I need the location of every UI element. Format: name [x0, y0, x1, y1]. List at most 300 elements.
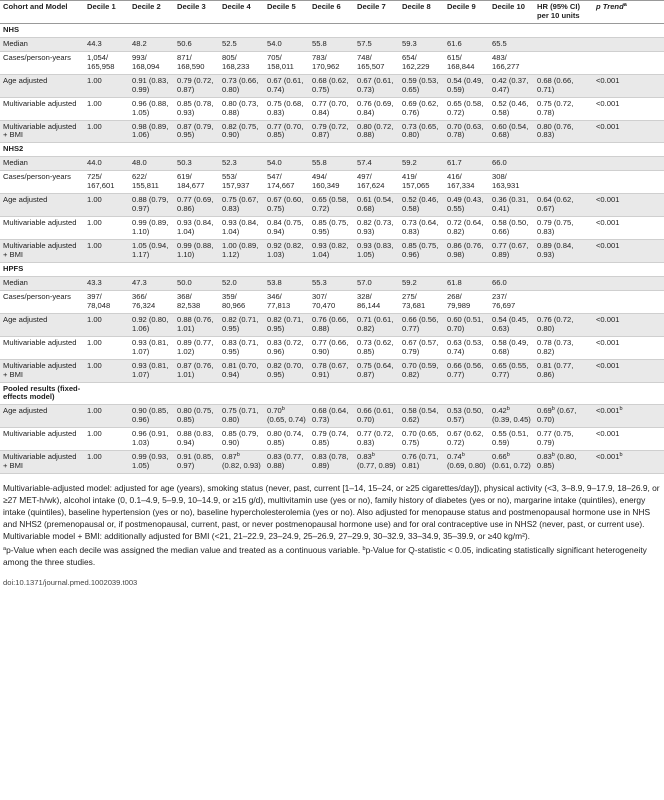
hr-cell: [534, 290, 593, 313]
decile-2-cell: 0.88 (0.79, 0.97): [129, 194, 174, 217]
decile-9-cell: 416/ 167,334: [444, 171, 489, 194]
table-row: [0, 405, 664, 428]
decile-8-cell: 0.73 (0.64, 0.83): [399, 217, 444, 240]
row-label: Multivariable adjusted + BMI: [0, 451, 84, 474]
hr-cell: 0.69$^b$ (0.67, 0.70): [534, 405, 593, 428]
p-trend-cell: <0.001$^b$: [593, 451, 664, 474]
p-trend-cell: <0.001: [593, 217, 664, 240]
p-trend-cell: [593, 37, 664, 51]
header-decile-7: Decile 7: [354, 1, 399, 24]
hr-cell: 0.83$^b$ (0.80, 0.85): [534, 451, 593, 474]
decile-5-cell: 705/ 158,011: [264, 51, 309, 74]
heterogeneity-footnote-mark: b: [619, 406, 623, 413]
table-row: [0, 240, 664, 263]
decile-10-cell: 237/ 76,697: [489, 290, 534, 313]
decile-9-cell: 0.70 (0.63, 0.78): [444, 120, 489, 143]
row-label: Multivariable adjusted + BMI: [0, 120, 84, 143]
decile-5-cell: 0.67 (0.60, 0.75): [264, 194, 309, 217]
empty-cell: [84, 382, 129, 405]
decile-5-cell: 0.77 (0.70, 0.85): [264, 120, 309, 143]
header-decile-6: Decile 6: [309, 1, 354, 24]
decile-3-cell: 0.85 (0.78, 0.93): [174, 97, 219, 120]
decile-7-cell: 0.75 (0.64, 0.87): [354, 359, 399, 382]
decile-6-cell: 0.79 (0.72, 0.87): [309, 120, 354, 143]
cohort-section-label: NHS: [0, 23, 664, 37]
decile-4-cell: 0.85 (0.79, 0.90): [219, 428, 264, 451]
footnote-a-mark: a: [3, 546, 7, 553]
table-body: [0, 23, 664, 473]
decile-3-cell: 368/ 82,538: [174, 290, 219, 313]
decile-1-cell: 44.3: [84, 37, 129, 51]
decile-3-cell: 0.89 (0.77, 1.02): [174, 336, 219, 359]
decile-7-cell: 0.82 (0.73, 0.93): [354, 217, 399, 240]
decile-6-cell: 307/ 70,470: [309, 290, 354, 313]
decile-7-cell: 0.73 (0.62, 0.85): [354, 336, 399, 359]
heterogeneity-footnote-mark: b: [236, 452, 240, 459]
decile-5-cell: 346/ 77,813: [264, 290, 309, 313]
decile-5-cell: 0.70$^b$ (0.65, 0.74): [264, 405, 309, 428]
decile-1-cell: 1.00: [84, 194, 129, 217]
decile-10-cell: 0.58 (0.50, 0.66): [489, 217, 534, 240]
header-decile-9: Decile 9: [444, 1, 489, 24]
table-row: [0, 290, 664, 313]
decile-2-cell: 0.99 (0.89, 1.10): [129, 217, 174, 240]
decile-8-cell: 0.59 (0.53, 0.65): [399, 74, 444, 97]
decile-3-cell: 0.93 (0.84, 1.04): [174, 217, 219, 240]
decile-1-cell: 1.00: [84, 120, 129, 143]
empty-cell: [593, 382, 664, 405]
decile-1-cell: 1.00: [84, 97, 129, 120]
decile-1-cell: 44.0: [84, 157, 129, 171]
decile-2-cell: 0.98 (0.89, 1.06): [129, 120, 174, 143]
doi-label: doi:10.1371/journal.pmed.1002039.t003: [3, 578, 138, 588]
header-decile-10: Decile 10: [489, 1, 534, 24]
decile-8-cell: 0.58 (0.54, 0.62): [399, 405, 444, 428]
table-row: [0, 51, 664, 74]
decile-4-cell: 0.93 (0.84, 1.04): [219, 217, 264, 240]
header-cohort-model: Cohort and Model: [0, 1, 84, 24]
decile-4-cell: 0.82 (0.71, 0.95): [219, 313, 264, 336]
decile-2-cell: 0.91 (0.83, 0.99): [129, 74, 174, 97]
decile-7-cell: 0.61 (0.54, 0.68): [354, 194, 399, 217]
adjustment-note: Multivariable-adjusted model: adjusted for age (years), smoking status (never, past, current [1–14, 15–24, or ≥25 cigarettes/day]), physical activity (<3, 3–8.9, 9–17.9, 18–26.9, or ≥27 MET-h/wk), alcohol intake (0, 0.1–4.9, 5–9.9, 10–14.9, or ≥15 g/d), multivitamin use (yes or no), family history of diabetes (yes or no), margarine intake (quintiles), energy intake (quintiles), baseline hypertension (yes or no), baseline hypercholesterolemia (yes or no). Also adjusted for menopause status and postmenopausal hormone use in NHS and NHS2 (premenopausal or, if postmenopausal, current, past, or never postmenopausal hormone use) and for oral contraceptive use in NHS2 (never, past, or current use). Multivariable model + BMI: additionally adjusted for BMI (<21, 21–22.9, 23–24.9, 25–26.9, 27–29.9, 30–32.9, 33–34.9, 35–39.9, or ≥40 kg/m²).: [3, 483, 660, 542]
decile-10-cell: 0.60 (0.54, 0.68): [489, 120, 534, 143]
row-label: Multivariable adjusted + BMI: [0, 359, 84, 382]
empty-cell: [219, 382, 264, 405]
decile-7-cell: 57.5: [354, 37, 399, 51]
decile-2-cell: 1.05 (0.94, 1.17): [129, 240, 174, 263]
heterogeneity-footnote-mark: b: [619, 452, 623, 459]
empty-cell: [354, 382, 399, 405]
row-label: Median: [0, 37, 84, 51]
hr-cell: 0.79 (0.75, 0.83): [534, 217, 593, 240]
row-label: Cases/person-years: [0, 171, 84, 194]
row-label: Age adjusted: [0, 313, 84, 336]
decile-6-cell: 0.83 (0.78, 0.89): [309, 451, 354, 474]
p-trend-cell: [593, 157, 664, 171]
decile-7-cell: 0.67 (0.61, 0.73): [354, 74, 399, 97]
decile-10-cell: 308/ 163,931: [489, 171, 534, 194]
hr-cell: [534, 157, 593, 171]
decile-8-cell: 0.66 (0.56, 0.77): [399, 313, 444, 336]
decile-1-cell: 725/ 167,601: [84, 171, 129, 194]
decile-9-cell: 615/ 168,844: [444, 51, 489, 74]
decile-2-cell: 622/ 155,811: [129, 171, 174, 194]
decile-3-cell: 50.3: [174, 157, 219, 171]
decile-7-cell: 0.71 (0.61, 0.82): [354, 313, 399, 336]
empty-cell: [534, 382, 593, 405]
p-trend-cell: <0.001: [593, 194, 664, 217]
empty-cell: [489, 382, 534, 405]
decile-1-cell: 1.00: [84, 428, 129, 451]
decile-3-cell: 0.91 (0.85, 0.97): [174, 451, 219, 474]
table-row: [0, 194, 664, 217]
p-trend-cell: [593, 290, 664, 313]
footnote-b: p-Value for Q-statistic < 0.05, indicating statistically significant heterogeneity among the three studies.: [3, 545, 647, 568]
decile-5-cell: 0.83 (0.77, 0.88): [264, 451, 309, 474]
header-decile-8: Decile 8: [399, 1, 444, 24]
p-trend-cell: <0.001: [593, 240, 664, 263]
hr-cell: 0.81 (0.77, 0.86): [534, 359, 593, 382]
p-trend-cell: [593, 51, 664, 74]
decile-8-cell: 0.73 (0.65, 0.80): [399, 120, 444, 143]
decile-8-cell: 275/ 73,681: [399, 290, 444, 313]
decile-9-cell: 61.7: [444, 157, 489, 171]
decile-9-cell: 0.72 (0.64, 0.82): [444, 217, 489, 240]
decile-9-cell: 0.63 (0.53, 0.74): [444, 336, 489, 359]
decile-5-cell: 54.0: [264, 157, 309, 171]
decile-7-cell: 57.0: [354, 276, 399, 290]
decile-2-cell: 366/ 76,324: [129, 290, 174, 313]
row-label: Median: [0, 157, 84, 171]
footnote-b-mark: b: [362, 546, 366, 553]
table-row: [0, 336, 664, 359]
empty-cell: [309, 382, 354, 405]
row-label: Median: [0, 276, 84, 290]
decile-8-cell: 0.52 (0.46, 0.58): [399, 194, 444, 217]
heterogeneity-footnote-mark: b: [281, 406, 285, 413]
decile-9-cell: 268/ 79,989: [444, 290, 489, 313]
decile-1-cell: 1.00: [84, 313, 129, 336]
decile-7-cell: 497/ 167,624: [354, 171, 399, 194]
decile-5-cell: 0.82 (0.70, 0.95): [264, 359, 309, 382]
decile-2-cell: 0.96 (0.91, 1.03): [129, 428, 174, 451]
decile-5-cell: 0.83 (0.72, 0.96): [264, 336, 309, 359]
decile-1-cell: 43.3: [84, 276, 129, 290]
table-row: [0, 451, 664, 474]
p-trend-cell: <0.001: [593, 336, 664, 359]
decile-2-cell: 48.2: [129, 37, 174, 51]
decile-4-cell: 52.5: [219, 37, 264, 51]
p-trend-cell: [593, 171, 664, 194]
hr-cell: [534, 51, 593, 74]
decile-4-cell: 359/ 80,966: [219, 290, 264, 313]
decile-3-cell: 0.87 (0.76, 1.01): [174, 359, 219, 382]
decile-4-cell: 0.80 (0.73, 0.88): [219, 97, 264, 120]
row-label: Age adjusted: [0, 405, 84, 428]
header-decile-2: Decile 2: [129, 1, 174, 24]
decile-2-cell: 0.93 (0.81, 1.07): [129, 336, 174, 359]
decile-8-cell: 59.2: [399, 276, 444, 290]
decile-8-cell: 0.76 (0.71, 0.81): [399, 451, 444, 474]
table-row: [0, 217, 664, 240]
row-label: Age adjusted: [0, 74, 84, 97]
p-trend-cell: [593, 276, 664, 290]
decile-2-cell: 48.0: [129, 157, 174, 171]
decile-10-cell: 0.36 (0.31, 0.41): [489, 194, 534, 217]
decile-4-cell: 0.82 (0.75, 0.90): [219, 120, 264, 143]
table-row: [0, 359, 664, 382]
decile-7-cell: 0.76 (0.69, 0.84): [354, 97, 399, 120]
header-decile-3: Decile 3: [174, 1, 219, 24]
decile-6-cell: 55.3: [309, 276, 354, 290]
decile-3-cell: 50.6: [174, 37, 219, 51]
decile-1-cell: 1.00: [84, 217, 129, 240]
header-decile-4: Decile 4: [219, 1, 264, 24]
decile-8-cell: 0.85 (0.75, 0.96): [399, 240, 444, 263]
decile-3-cell: 0.99 (0.88, 1.10): [174, 240, 219, 263]
decile-10-cell: 0.52 (0.46, 0.58): [489, 97, 534, 120]
decile-10-cell: 66.0: [489, 157, 534, 171]
cohort-section-row: [0, 262, 664, 276]
table-row: [0, 428, 664, 451]
p-trend-label: p Trend: [596, 2, 624, 11]
hr-cell: 0.76 (0.72, 0.80): [534, 313, 593, 336]
decile-5-cell: 54.0: [264, 37, 309, 51]
p-trend-cell: <0.001$^b$: [593, 405, 664, 428]
row-label: Multivariable adjusted: [0, 217, 84, 240]
decile-5-cell: 0.75 (0.68, 0.83): [264, 97, 309, 120]
decile-9-cell: 0.86 (0.76, 0.98): [444, 240, 489, 263]
decile-3-cell: 0.77 (0.69, 0.86): [174, 194, 219, 217]
decile-6-cell: 0.77 (0.70, 0.84): [309, 97, 354, 120]
decile-3-cell: 0.88 (0.76, 1.01): [174, 313, 219, 336]
p-trend-cell: <0.001: [593, 120, 664, 143]
decile-10-cell: 66.0: [489, 276, 534, 290]
decile-4-cell: 0.87$^b$ (0.82, 0.93): [219, 451, 264, 474]
decile-7-cell: 748/ 165,507: [354, 51, 399, 74]
decile-7-cell: 0.80 (0.72, 0.88): [354, 120, 399, 143]
decile-1-cell: 1.00: [84, 240, 129, 263]
cohort-section-row: [0, 143, 664, 157]
decile-4-cell: 0.73 (0.66, 0.80): [219, 74, 264, 97]
decile-2-cell: 0.96 (0.88, 1.05): [129, 97, 174, 120]
decile-4-cell: 52.3: [219, 157, 264, 171]
table-row: [0, 74, 664, 97]
decile-8-cell: 654/ 162,229: [399, 51, 444, 74]
p-trend-cell: <0.001: [593, 313, 664, 336]
table-notes: [0, 474, 664, 568]
decile-9-cell: 0.67 (0.62, 0.72): [444, 428, 489, 451]
decile-6-cell: 55.8: [309, 37, 354, 51]
decile-10-cell: 0.58 (0.49, 0.68): [489, 336, 534, 359]
decile-5-cell: 0.67 (0.61, 0.74): [264, 74, 309, 97]
decile-2-cell: 0.92 (0.80, 1.06): [129, 313, 174, 336]
decile-2-cell: 0.99 (0.93, 1.05): [129, 451, 174, 474]
decile-4-cell: 52.0: [219, 276, 264, 290]
decile-5-cell: 0.82 (0.71, 0.95): [264, 313, 309, 336]
heterogeneity-footnote-mark: b: [551, 452, 555, 459]
table-row: [0, 37, 664, 51]
decile-7-cell: 0.93 (0.83, 1.05): [354, 240, 399, 263]
decile-8-cell: 0.67 (0.57, 0.79): [399, 336, 444, 359]
header-p-trend: [593, 1, 664, 24]
decile-8-cell: 59.2: [399, 157, 444, 171]
decile-5-cell: 53.8: [264, 276, 309, 290]
table-row: [0, 171, 664, 194]
hr-cell: [534, 171, 593, 194]
decile-8-cell: 419/ 157,065: [399, 171, 444, 194]
decile-1-cell: 1.00: [84, 336, 129, 359]
table-row: [0, 97, 664, 120]
decile-10-cell: 0.55 (0.51, 0.59): [489, 428, 534, 451]
heterogeneity-footnote-mark: b: [461, 452, 465, 459]
hr-cell: 0.89 (0.84, 0.93): [534, 240, 593, 263]
decile-5-cell: 0.80 (0.74, 0.85): [264, 428, 309, 451]
decile-6-cell: 0.68 (0.62, 0.75): [309, 74, 354, 97]
decile-3-cell: 619/ 184,677: [174, 171, 219, 194]
decile-7-cell: 328/ 86,144: [354, 290, 399, 313]
decile-9-cell: 0.49 (0.43, 0.55): [444, 194, 489, 217]
decile-8-cell: 0.69 (0.62, 0.76): [399, 97, 444, 120]
footnotes: [3, 544, 661, 568]
p-trend-cell: <0.001: [593, 428, 664, 451]
empty-cell: [174, 382, 219, 405]
hr-cell: 0.68 (0.66, 0.71): [534, 74, 593, 97]
decile-3-cell: 0.87 (0.79, 0.95): [174, 120, 219, 143]
heterogeneity-footnote-mark: b: [371, 452, 375, 459]
cohort-section-row: [0, 382, 664, 405]
decile-10-cell: 0.66$^b$ (0.61, 0.72): [489, 451, 534, 474]
decile-3-cell: 0.79 (0.72, 0.87): [174, 74, 219, 97]
decile-5-cell: 0.92 (0.82, 1.03): [264, 240, 309, 263]
decile-6-cell: 494/ 160,349: [309, 171, 354, 194]
p-trend-cell: <0.001: [593, 359, 664, 382]
cohort-section-label: Pooled results (fixed-effects model): [0, 382, 84, 405]
header-hr-per-10-units: HR (95% CI) per 10 units: [534, 1, 593, 24]
table-row: [0, 120, 664, 143]
decile-2-cell: 993/ 168,094: [129, 51, 174, 74]
cohort-section-row: [0, 23, 664, 37]
decile-8-cell: 0.70 (0.65, 0.75): [399, 428, 444, 451]
decile-6-cell: 0.68 (0.64, 0.73): [309, 405, 354, 428]
hr-cell: 0.78 (0.73, 0.82): [534, 336, 593, 359]
decile-7-cell: 57.4: [354, 157, 399, 171]
decile-6-cell: 0.85 (0.75, 0.95): [309, 217, 354, 240]
hr-cell: [534, 276, 593, 290]
heterogeneity-footnote-mark: b: [506, 406, 510, 413]
decile-5-cell: 547/ 174,667: [264, 171, 309, 194]
decile-6-cell: 0.77 (0.66, 0.90): [309, 336, 354, 359]
header-decile-5: Decile 5: [264, 1, 309, 24]
decile-4-cell: 553/ 157,937: [219, 171, 264, 194]
decile-10-cell: 483/ 166,277: [489, 51, 534, 74]
decile-4-cell: 1.00 (0.89, 1.12): [219, 240, 264, 263]
row-label: Multivariable adjusted: [0, 97, 84, 120]
empty-cell: [129, 382, 174, 405]
table-row: [0, 157, 664, 171]
decile-9-cell: 0.74$^b$ (0.69, 0.80): [444, 451, 489, 474]
row-label: Age adjusted: [0, 194, 84, 217]
heterogeneity-footnote-mark: b: [551, 406, 555, 413]
decile-9-cell: 0.53 (0.50, 0.57): [444, 405, 489, 428]
row-label: Multivariable adjusted: [0, 428, 84, 451]
decile-7-cell: 0.66 (0.61, 0.70): [354, 405, 399, 428]
decile-1-cell: 397/ 78,048: [84, 290, 129, 313]
p-trend-footnote-mark: a: [623, 2, 627, 8]
hr-cell: 0.80 (0.76, 0.83): [534, 120, 593, 143]
decile-4-cell: 0.81 (0.70, 0.94): [219, 359, 264, 382]
decile-7-cell: 0.77 (0.72, 0.83): [354, 428, 399, 451]
decile-9-cell: 0.54 (0.49, 0.59): [444, 74, 489, 97]
decile-8-cell: 59.3: [399, 37, 444, 51]
row-label: Multivariable adjusted: [0, 336, 84, 359]
row-label: Multivariable adjusted + BMI: [0, 240, 84, 263]
decile-3-cell: 0.80 (0.75, 0.85): [174, 405, 219, 428]
decile-4-cell: 805/ 168,233: [219, 51, 264, 74]
hr-cell: 0.77 (0.75, 0.79): [534, 428, 593, 451]
decile-5-cell: 0.84 (0.75, 0.94): [264, 217, 309, 240]
decile-2-cell: 47.3: [129, 276, 174, 290]
decile-10-cell: 65.5: [489, 37, 534, 51]
decile-4-cell: 0.83 (0.71, 0.95): [219, 336, 264, 359]
heterogeneity-footnote-mark: b: [506, 452, 510, 459]
decile-1-cell: 1.00: [84, 359, 129, 382]
decile-4-cell: 0.75 (0.67, 0.83): [219, 194, 264, 217]
empty-cell: [264, 382, 309, 405]
footnote-a: p-Value when each decile was assigned the median value and treated as a continuous variable.: [6, 545, 361, 556]
p-trend-cell: <0.001: [593, 74, 664, 97]
decile-6-cell: 55.8: [309, 157, 354, 171]
row-label: Cases/person-years: [0, 290, 84, 313]
decile-2-cell: 0.93 (0.81, 1.07): [129, 359, 174, 382]
table-row: [0, 313, 664, 336]
decile-6-cell: 0.76 (0.66, 0.88): [309, 313, 354, 336]
decile-6-cell: 0.65 (0.58, 0.72): [309, 194, 354, 217]
decile-10-cell: 0.42$^b$ (0.39, 0.45): [489, 405, 534, 428]
decile-3-cell: 871/ 168,590: [174, 51, 219, 74]
decile-1-cell: 1.00: [84, 405, 129, 428]
cohort-section-label: HPFS: [0, 262, 664, 276]
decile-1-cell: 1.00: [84, 74, 129, 97]
decile-3-cell: 0.88 (0.83, 0.94): [174, 428, 219, 451]
decile-10-cell: 0.65 (0.55, 0.77): [489, 359, 534, 382]
decile-9-cell: 61.8: [444, 276, 489, 290]
header-decile-1: Decile 1: [84, 1, 129, 24]
decile-6-cell: 0.79 (0.74, 0.85): [309, 428, 354, 451]
hr-cell: 0.64 (0.62, 0.67): [534, 194, 593, 217]
decile-1-cell: 1,054/ 165,958: [84, 51, 129, 74]
decile-2-cell: 0.90 (0.85, 0.96): [129, 405, 174, 428]
empty-cell: [444, 382, 489, 405]
decile-7-cell: 0.83$^b$ (0.77, 0.89): [354, 451, 399, 474]
decile-10-cell: 0.77 (0.67, 0.89): [489, 240, 534, 263]
decile-4-cell: 0.75 (0.71, 0.80): [219, 405, 264, 428]
cohort-section-label: NHS2: [0, 143, 664, 157]
empty-cell: [399, 382, 444, 405]
decile-6-cell: 0.93 (0.82, 1.04): [309, 240, 354, 263]
decile-3-cell: 50.0: [174, 276, 219, 290]
decile-6-cell: 0.78 (0.67, 0.91): [309, 359, 354, 382]
decile-6-cell: 783/ 170,962: [309, 51, 354, 74]
row-label: Cases/person-years: [0, 51, 84, 74]
hr-cell: [534, 37, 593, 51]
decile-1-cell: 1.00: [84, 451, 129, 474]
hr-cell: 0.75 (0.72, 0.78): [534, 97, 593, 120]
decile-10-cell: 0.54 (0.45, 0.63): [489, 313, 534, 336]
table-header: [0, 1, 664, 24]
decile-8-cell: 0.70 (0.59, 0.82): [399, 359, 444, 382]
